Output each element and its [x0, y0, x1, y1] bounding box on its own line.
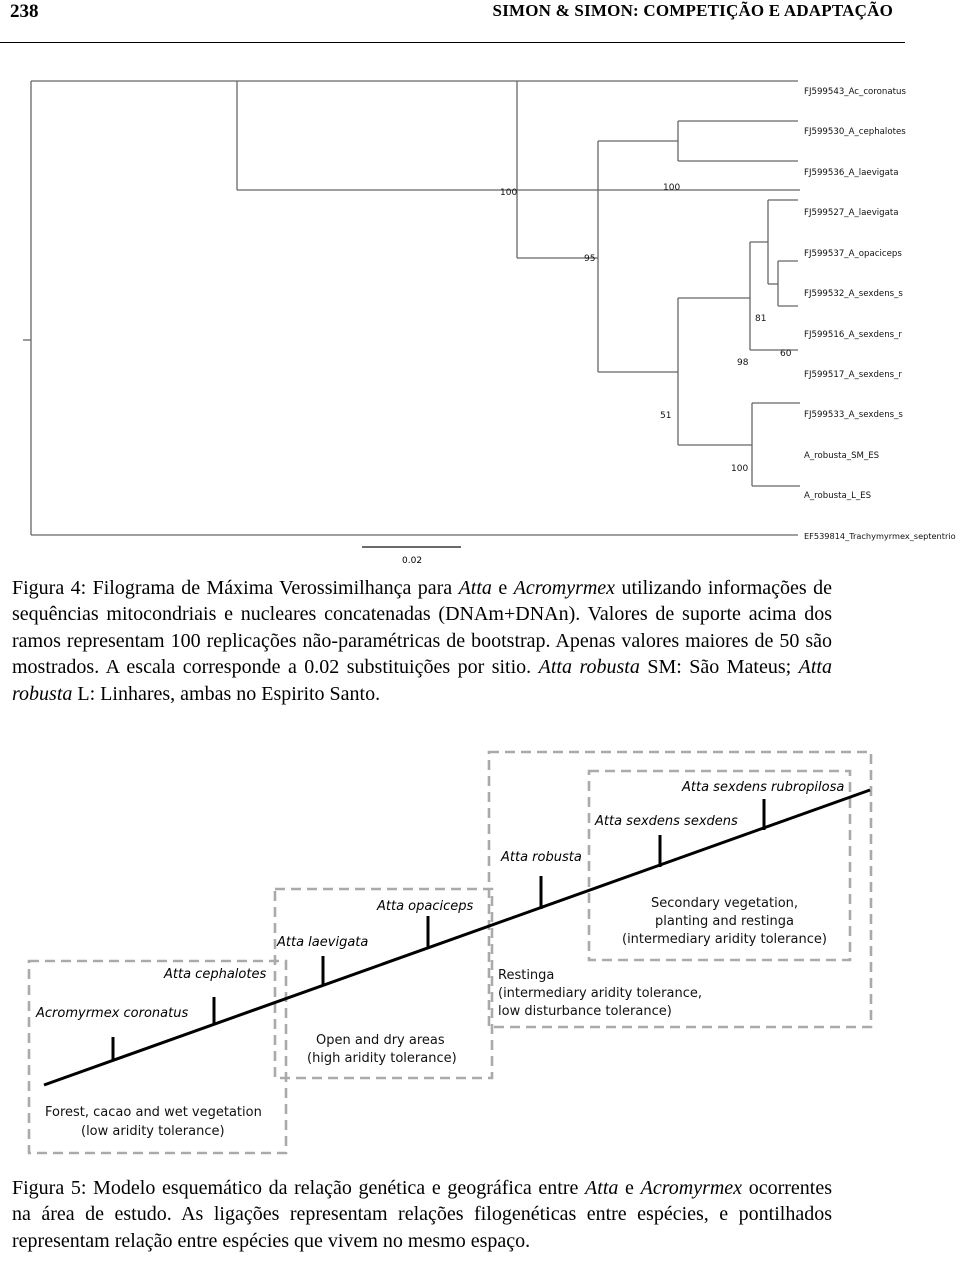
habitat-label: (intermediary aridity tolerance,: [498, 986, 702, 1001]
caption-text: e: [618, 1177, 641, 1199]
species-label: Atta sexdens rubropilosa: [682, 780, 845, 795]
caption-text: L: Linhares, ambas no Espirito Santo.: [72, 682, 381, 705]
habitat-label: Open and dry areas: [316, 1033, 445, 1048]
taxon-label: FJ599517_A_sexdens_r: [804, 370, 902, 380]
caption-text: ocorrentes na área de estudo. As ligações representam relações filogenéticas entre espécies, e pontilhados representam relação entre espécies que vivem no mesmo espaço.: [12, 1177, 833, 1252]
habitat-label: Forest, cacao and wet vegetation: [45, 1105, 262, 1120]
schematic-model-figure: [0, 745, 960, 1165]
figure-5-caption: [12, 1175, 832, 1254]
taxon-label: A_robusta_L_ES: [804, 491, 872, 501]
taxon-label: FJ599527_A_laevigata: [804, 208, 899, 218]
caption-text: Figura 5: Modelo esquemático da relação genética e geográfica entre: [12, 1177, 586, 1199]
caption-text: Figura 4: Filograma de Máxima Verossimilhança para: [12, 577, 459, 599]
caption-genus: Acromyrmex: [513, 577, 616, 599]
taxon-labels: [804, 87, 956, 541]
taxon-label: EF539814_Trachymyrmex_septentrio: [804, 531, 956, 541]
bootstrap-value: 100: [500, 188, 518, 198]
bootstrap-value: 98: [737, 358, 749, 368]
taxon-label: FJ599536_A_laevigata: [804, 168, 899, 178]
habitat-label: Restinga: [498, 968, 555, 983]
species-label: Atta laevigata: [277, 935, 369, 950]
caption-genus: Atta: [458, 577, 492, 599]
habitat-label: (intermediary aridity tolerance): [622, 932, 827, 947]
habitat-box-open: [275, 889, 492, 1078]
taxon-label: FJ599532_A_sexdens_s: [804, 289, 903, 299]
habitat-boxes: [29, 752, 871, 1153]
bootstrap-value: 100: [731, 464, 749, 474]
species-label: Atta cephalotes: [164, 967, 267, 982]
caption-species: Atta robusta: [538, 656, 640, 679]
bootstrap-value: 81: [755, 314, 767, 324]
taxon-label: FJ599516_A_sexdens_r: [804, 330, 902, 340]
habitat-label: (low aridity tolerance): [81, 1124, 225, 1139]
habitat-label: low disturbance tolerance): [498, 1004, 672, 1019]
caption-text: e: [491, 577, 514, 599]
taxon-label: FJ599543_Ac_coronatus: [804, 87, 906, 97]
taxon-label: FJ599537_A_opaciceps: [804, 249, 902, 259]
scale-label: 0.02: [402, 556, 423, 566]
taxon-label: FJ599530_A_cephalotes: [804, 127, 906, 137]
habitat-label: planting and restinga: [655, 914, 794, 929]
bootstrap-value: 100: [663, 183, 681, 193]
caption-species: Atta robusta: [12, 656, 832, 705]
species-label: Atta opaciceps: [377, 899, 474, 914]
taxon-label: A_robusta_SM_ES: [804, 451, 880, 461]
caption-genus: Acromyrmex: [640, 1177, 743, 1199]
species-label: Atta sexdens sexdens: [595, 814, 738, 829]
species-label: Atta robusta: [501, 850, 582, 865]
figure-4-caption: [12, 575, 832, 707]
caption-text: SM: São Mateus;: [639, 656, 799, 679]
running-title: SIMON & SIMON: COMPETIÇÃO E ADAPTAÇÃO: [492, 1, 893, 20]
bootstrap-value: 51: [660, 411, 672, 421]
habitat-label: (high aridity tolerance): [307, 1051, 457, 1066]
page-number: 238: [10, 1, 39, 22]
page-header: [0, 0, 905, 43]
tree-branches: [23, 81, 800, 535]
species-label: Acromyrmex coronatus: [36, 1006, 189, 1021]
habitat-label: Secondary vegetation,: [651, 896, 799, 911]
phylogram-figure: [0, 60, 960, 580]
caption-genus: Atta: [585, 1177, 619, 1199]
bootstrap-value: 60: [780, 349, 792, 359]
caption-text: utilizando informações de sequências mitocondriais e nucleares concatenadas (DNAm+DNAn). Valores de suporte acima dos ramos representam 100 replicações não-paramétricas de bootstrap. Apenas valores maiores de 50 são mostrados. A escala corresponde a 0.02 substituições por sitio.: [12, 577, 832, 679]
bootstrap-value: 95: [584, 254, 596, 264]
taxon-label: FJ599533_A_sexdens_s: [804, 410, 903, 420]
bootstrap-values: [500, 183, 792, 474]
